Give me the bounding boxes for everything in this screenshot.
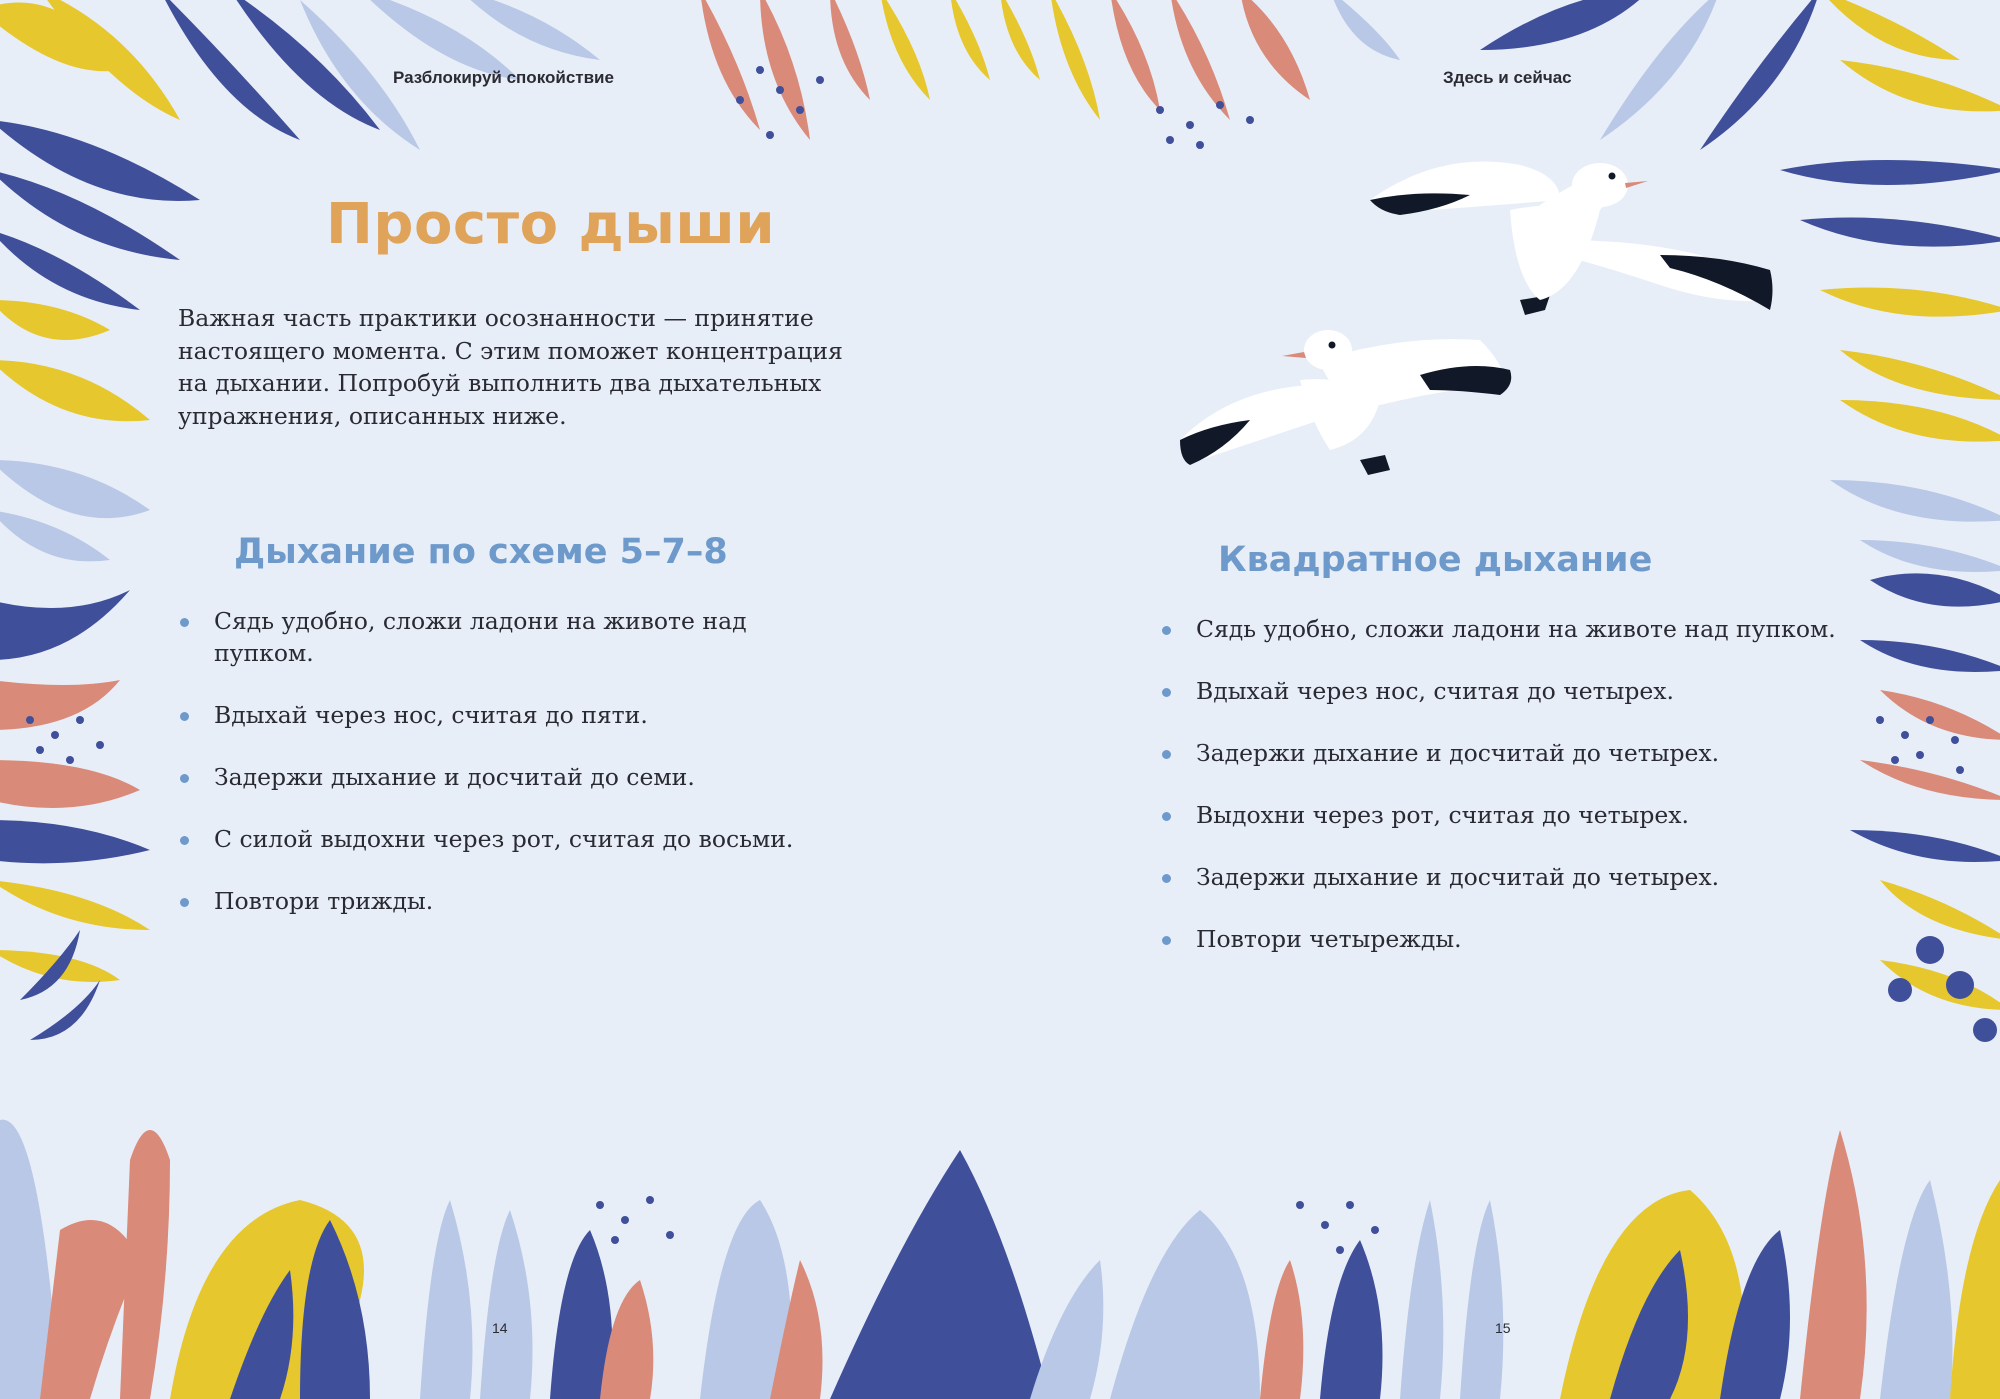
step-text: Сядь удобно, сложи ладони на животе над пупком.	[214, 607, 747, 667]
bullet-icon	[180, 712, 189, 721]
list-item	[178, 699, 840, 731]
list-item	[1160, 923, 1860, 955]
page-number-right: 15	[1495, 1320, 1511, 1336]
steps-list-square	[1160, 613, 1860, 985]
bullet-icon	[180, 836, 189, 845]
page-number-left: 14	[492, 1320, 508, 1336]
bullet-icon	[1162, 750, 1171, 759]
step-text: Задержи дыхание и досчитай до семи.	[214, 763, 695, 791]
step-text: Вдыхай через нос, считая до пяти.	[214, 701, 648, 729]
bullet-icon	[1162, 812, 1171, 821]
step-text: Повтори четырежды.	[1196, 925, 1462, 953]
step-text: Сядь удобно, сложи ладони на животе над пупком.	[1196, 615, 1836, 643]
list-item	[1160, 737, 1860, 769]
seagull-upper-icon	[1370, 162, 1773, 315]
step-text: Повтори трижды.	[214, 887, 434, 915]
bullet-icon	[1162, 688, 1171, 697]
bullet-icon	[180, 618, 189, 627]
step-text: Задержи дыхание и досчитай до четырех.	[1196, 739, 1720, 767]
running-head-left: Разблокируй спокойствие	[393, 68, 614, 87]
section-title-578: Дыхание по схеме 5–7–8	[234, 532, 728, 572]
page-title: Просто дыши	[326, 192, 776, 257]
bullet-icon	[180, 774, 189, 783]
list-item	[1160, 861, 1860, 893]
list-item	[1160, 675, 1860, 707]
step-text: С силой выдохни через рот, считая до восьми.	[214, 825, 794, 853]
section-title-square: Квадратное дыхание	[1218, 540, 1653, 580]
seagull-lower-icon	[1180, 330, 1511, 475]
list-item	[178, 823, 840, 855]
step-text: Задержи дыхание и досчитай до четырех.	[1196, 863, 1720, 891]
list-item	[178, 885, 840, 917]
list-item	[1160, 613, 1860, 645]
steps-list-578	[178, 605, 840, 947]
bullet-icon	[1162, 874, 1171, 883]
running-head-right: Здесь и сейчас	[1443, 68, 1572, 87]
bullet-icon	[180, 898, 189, 907]
list-item	[1160, 799, 1860, 831]
bullet-icon	[1162, 626, 1171, 635]
bullet-icon	[1162, 936, 1171, 945]
intro-paragraph: Важная часть практики осознанности — принятие настоящего момента. С этим поможет концентрация на дыхании. Попробуй выполнить два дыхательных упражнения, описанных ниже.	[178, 304, 843, 430]
step-text: Вдыхай через нос, считая до четырех.	[1196, 677, 1675, 705]
list-item	[178, 761, 840, 793]
list-item	[178, 605, 840, 669]
step-text: Выдохни через рот, считая до четырех.	[1196, 801, 1690, 829]
